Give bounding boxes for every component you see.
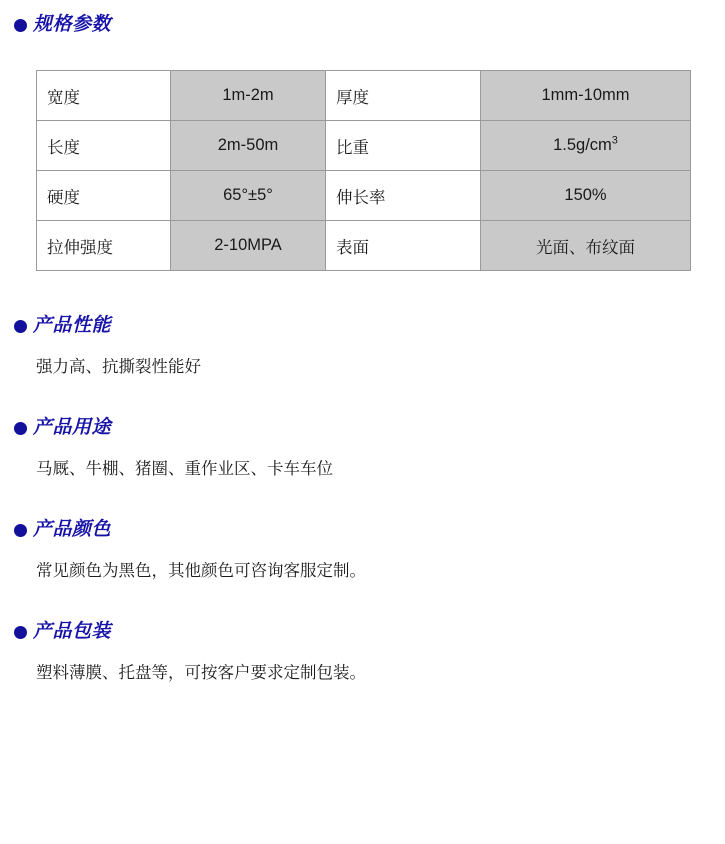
spec-label: 厚度 (326, 71, 481, 121)
spec-value-text: 150% (564, 186, 607, 204)
section-title-color: 产品颜色 (33, 519, 112, 540)
section-heading-usage (14, 417, 725, 439)
spec-label: 长度 (37, 121, 171, 171)
table-row (37, 71, 691, 121)
section-heading-packaging (14, 621, 725, 643)
table-row (37, 171, 691, 221)
spec-label: 比重 (326, 121, 481, 171)
bullet-icon (14, 422, 27, 435)
spec-value (481, 71, 691, 121)
spec-value (481, 221, 691, 271)
section-heading-color (14, 519, 725, 541)
section-heading-spec (14, 14, 725, 36)
spec-value: 1m-2m (171, 71, 326, 121)
spec-table-wrapper (36, 70, 725, 271)
bullet-icon (14, 524, 27, 537)
section-title-usage: 产品用途 (33, 417, 112, 438)
spacer (0, 379, 725, 417)
table-row (37, 121, 691, 171)
spec-label: 宽度 (37, 71, 171, 121)
bullet-icon (14, 19, 27, 32)
section-heading-performance (14, 315, 725, 337)
spec-value (481, 171, 691, 221)
table-row (37, 221, 691, 271)
spec-value-text: 1mm-10mm (541, 86, 630, 104)
spacer (0, 271, 725, 315)
section-body-color: 常见颜色为黑色，其他颜色可咨询客服定制。 (36, 562, 366, 580)
spec-label: 硬度 (37, 171, 171, 221)
spec-label: 表面 (326, 221, 481, 271)
spec-value: 2m-50m (171, 121, 326, 171)
spec-value: 65°±5° (171, 171, 326, 221)
section-body-usage: 马厩、牛棚、猪圈、重作业区、卡车车位 (36, 460, 333, 478)
spec-value-exponent: 3 (611, 134, 618, 147)
section-title-packaging: 产品包装 (33, 621, 112, 642)
spec-table (36, 70, 691, 271)
spec-value: 2-10MPA (171, 221, 326, 271)
spec-value-text: 1.5g/cm (553, 136, 612, 154)
section-title-performance: 产品性能 (33, 315, 112, 336)
spec-label: 伸长率 (326, 171, 481, 221)
bullet-icon (14, 626, 27, 639)
spacer (0, 583, 725, 621)
spec-value (481, 121, 691, 171)
spec-label: 拉伸强度 (37, 221, 171, 271)
section-body-performance: 强力高、抗撕裂性能好 (36, 358, 201, 376)
spacer (0, 481, 725, 519)
section-title-spec: 规格参数 (33, 14, 112, 35)
bullet-icon (14, 320, 27, 333)
section-body-packaging: 塑料薄膜、托盘等，可按客户要求定制包装。 (36, 664, 366, 682)
spec-value-text: 光面、布纹面 (536, 238, 635, 257)
